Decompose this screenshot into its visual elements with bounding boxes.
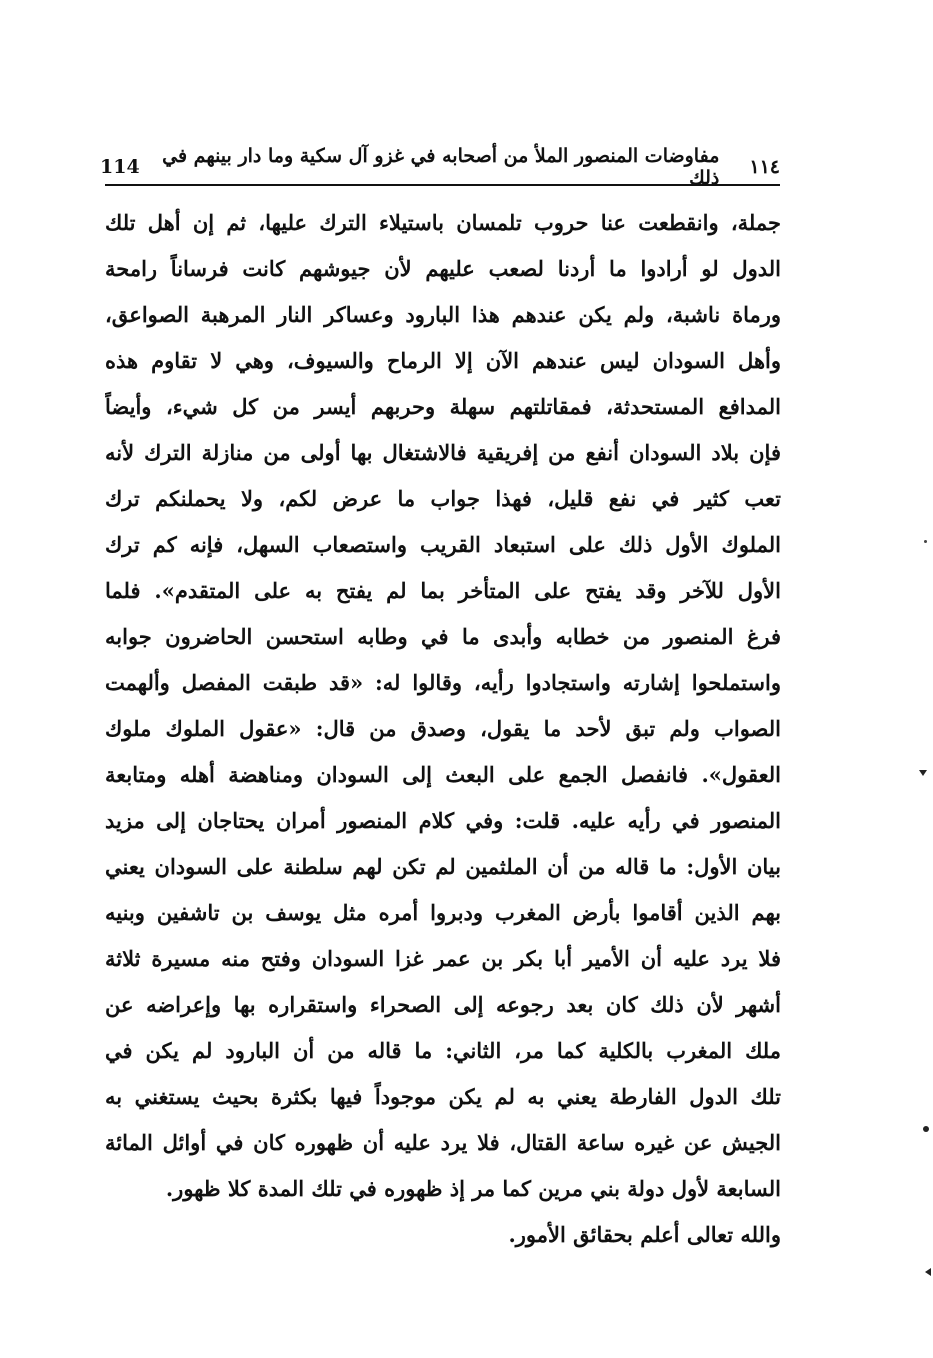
header-title-group — [140, 145, 780, 189]
text-line: المنصور في رأيه عليه. قلت: وفي كلام المنصور أمران يحتاجان إلى مزيد — [105, 808, 781, 833]
text-line: فلا يرد عليه أن الأمير أبا بكر بن عمر غزا السودان وفتح منه مسيرة ثلاثة — [105, 946, 781, 971]
text-line: ورماة ناشبة، ولم يكن عندهم هذا البارود وعساكر النار المرهبة الصواعق، — [105, 302, 781, 327]
text-line: الجيش عن غيره ساعة القتال، فلا يرد عليه أن ظهوره كان في أوائل المائة — [105, 1130, 781, 1155]
scan-speck-mark — [924, 540, 927, 543]
scan-arrow-mark — [919, 770, 927, 776]
text-line: والله تعالى أعلم بحقائق الأمور. — [508, 1222, 781, 1247]
running-header — [100, 145, 780, 189]
text-line: الملوك الأول ذلك على استبعاد القريب واستصعاب السهل، فإنه كم ترك — [105, 532, 781, 557]
text-line: وأهل السودان ليس عندهم الآن إلا الرماح والسيوف، وهي لا تقاوم هذه — [105, 348, 781, 373]
text-line: بهم الذين أقاموا بأرض المغرب ودبروا أمره مثل يوسف بن تاشفين وبنيه — [105, 900, 781, 925]
text-line: بيان الأول: ما قاله من أن الملثمين لم تكن لهم سلطنة على السودان يعني — [105, 854, 781, 879]
page-number-latin: 114 — [100, 156, 140, 178]
page-number-arabic: ١١٤ — [749, 156, 780, 178]
text-line: فإن بلاد السودان أنفع من إفريقية فالاشتغال بها أولى من منازلة الترك لأنه — [105, 440, 781, 465]
text-line: الصواب ولم تبق لأحد ما يقول، وصدق من قال: «عقول الملوك ملوك — [105, 716, 781, 741]
header-divider — [105, 184, 780, 186]
chapter-title: مفاوضات المنصور الملأ من أصحابه في غزو آل سكية وما دار بينهم في ذلك — [162, 145, 720, 189]
text-line: أشهر لأن ذلك كان بعد رجوعه إلى الصحراء واستقراره بها وإعراضه عن — [105, 992, 781, 1017]
text-line: تعب كثير في نفع قليل، فهذا جواب ما عرض لكم، ولا يحملنكم ترك — [105, 486, 781, 511]
text-line: واستملحوا إشارته واستجادوا رأيه، وقالوا له: «قد طبقت المفصل وألهمت — [105, 670, 781, 695]
text-line: السابعة لأول دولة بني مرين كما مر إذ ظهوره في تلك المدة كلا ظهور. — [165, 1176, 781, 1201]
text-line: جملة، وانقطعت عنا حروب تلمسان باستيلاء الترك عليها، ثم إن أهل تلك — [105, 210, 781, 235]
text-line: تلك الدول الفارطة يعني به لم يكن موجوداً فيها بكثرة بحيث يستغني به — [105, 1084, 781, 1109]
text-line: المدافع المستحدثة، فمقاتلتهم سهلة وحربهم أيسر من كل شيء، وأيضاً — [105, 394, 781, 419]
text-line: العقول». فانفصل الجمع على البعث إلى السودان ومناهضة أهله ومتابعة — [105, 762, 781, 787]
scan-arrow-mark — [925, 1268, 931, 1276]
scan-dot-mark — [923, 1126, 929, 1132]
text-line: فرغ المنصور من خطابه وأبدى ما في وطابه استحسن الحاضرون جوابه — [105, 624, 781, 649]
text-line: الأول للآخر وقد يفتح على المتأخر بما لم يفتح به على المتقدم». فلما — [105, 578, 781, 603]
text-line: الدول لو أرادوا ما أردنا لصعب عليهم لأن جيوشهم كانت فرساناً رامحة — [105, 256, 781, 281]
text-line: ملك المغرب بالكلية كما مر، الثاني: ما قاله من أن البارود لم يكن في — [105, 1038, 781, 1063]
body-text — [105, 200, 781, 1258]
